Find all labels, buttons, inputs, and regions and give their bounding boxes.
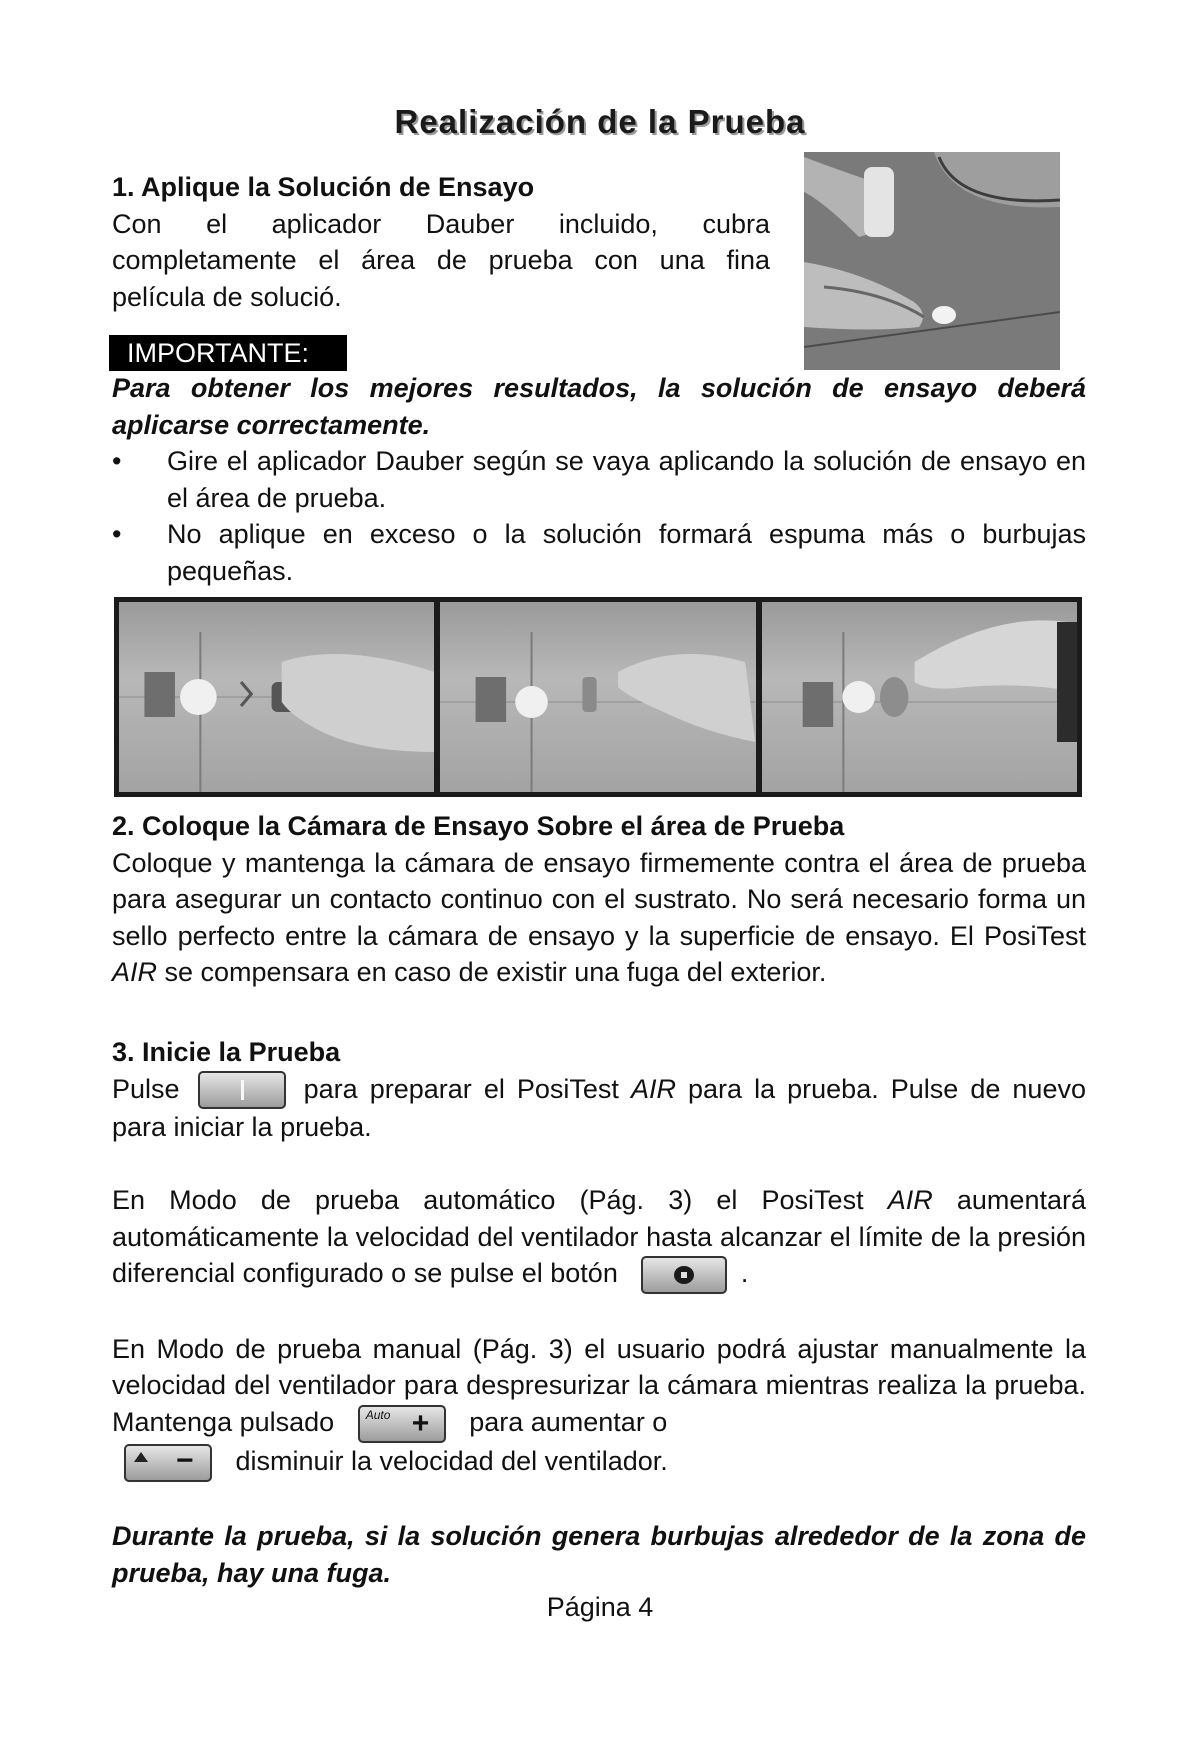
section-2-body-text-end: se compensara en caso de existir una fuga del exterior. — [157, 957, 827, 987]
photo-frame-3 — [762, 602, 1077, 792]
bullet-item — [112, 516, 1086, 589]
dauber-rotation-3-illustration — [762, 602, 1077, 792]
section-1-heading: 1. Aplique la Solución de Ensayo — [112, 172, 535, 202]
auto-key-label: Auto — [365, 1407, 391, 1422]
dauber-rotation-1-illustration — [119, 602, 434, 792]
brand-name: AIR — [112, 957, 158, 987]
paragraph-spacer — [112, 1482, 1086, 1519]
section-2-body-text: Coloque y mantenga la cámara de ensayo firmemente contra el área de prueba para asegurar un contacto continuo con el sustrato. No será necesario forma un sello perfecto entre la cámara de ensayo y la superficie de ensayo. El PosiTest — [112, 847, 1086, 951]
pulse-text: Pulse — [112, 1073, 180, 1104]
section-3-paragraph-1 — [112, 1071, 1086, 1146]
section-3-heading: 3. Inicie la Prueba — [112, 1037, 341, 1067]
photo-frame-2 — [440, 602, 755, 792]
start-key-icon[interactable] — [198, 1071, 286, 1109]
bullet-icon: • — [112, 519, 122, 549]
minus-key-symbol: − — [176, 1443, 194, 1477]
section-2 — [112, 808, 1086, 991]
prepare-text: para preparar el PosiTest — [303, 1073, 631, 1104]
brand-name: AIR — [887, 1185, 933, 1216]
bullet-text: Gire el aplicador Dauber según se vaya aplicando la solución de ensayo en el área de prueba. — [167, 446, 1086, 513]
section-3 — [112, 1034, 1086, 1591]
section-2-heading: 2. Coloque la Cámara de Ensayo Sobre el área de Prueba — [112, 811, 845, 841]
period: . — [740, 1258, 749, 1289]
auto-mode-text-end: aumentará automáticamente la velocidad del ventilador hasta alcanzar el límite de la presión diferencial configurado o se pulse el botón — [112, 1185, 1086, 1289]
important-label: IMPORTANTE: — [109, 335, 347, 371]
page-number: Página 4 — [546, 1592, 654, 1622]
applicator-photo-illustration — [804, 152, 1060, 370]
dauber-rotation-2-illustration — [440, 602, 755, 792]
leak-warning: Durante la prueba, si la solución genera burbujas alrededor de la zona de prueba, hay una fuga. — [112, 1521, 1086, 1588]
section-3-paragraph-3 — [112, 1331, 1086, 1482]
auto-mode-text: En Modo de prueba automático (Pág. 3) el PosiTest — [112, 1185, 888, 1216]
stop-key-icon[interactable] — [641, 1256, 727, 1294]
minus-key-icon[interactable] — [124, 1444, 212, 1482]
increase-text: para aumentar o — [469, 1406, 668, 1437]
section-3-paragraph-2 — [112, 1182, 1086, 1294]
decrease-text: disminuir la velocidad del ventilador. — [235, 1445, 668, 1476]
plus-key-symbol: + — [411, 1406, 430, 1440]
section-1-body: Con el aplicador Dauber incluido, cubra completamente el área de prueba con una fina película de solució. — [112, 208, 770, 312]
manual-mode-text: En Modo de prueba manual (Pág. 3) el usuario podrá ajustar manualmente la velocidad del ventilador para despresurizar la cámara mientras realiza la prueba. Mantenga pulsado — [112, 1333, 1086, 1437]
bullet-item — [112, 443, 1086, 516]
applicator-photo — [804, 152, 1060, 370]
section-2-body — [112, 845, 1086, 991]
important-text: Para obtener los mejores resultados, la solución de ensayo deberá aplicarse correctamente. — [112, 373, 1086, 440]
photo-frame-1 — [119, 602, 434, 792]
important-block — [112, 370, 1086, 589]
paragraph-spacer — [112, 1294, 1086, 1331]
page-title: Realización de la Prueba — [394, 103, 806, 140]
bullet-icon: • — [112, 446, 122, 476]
bullet-text: No aplique en exceso o la solución formará espuma más o burbujas pequeñas. — [167, 519, 1086, 586]
auto-plus-key-icon[interactable] — [358, 1405, 446, 1443]
application-photo-strip — [114, 597, 1082, 797]
brand-name: AIR — [630, 1073, 676, 1104]
prepare-text-end: para la prueba. Pulse de nuevo para iniciar la prueba. — [112, 1073, 1086, 1143]
section-1 — [112, 169, 770, 315]
paragraph-spacer — [112, 1146, 1086, 1183]
